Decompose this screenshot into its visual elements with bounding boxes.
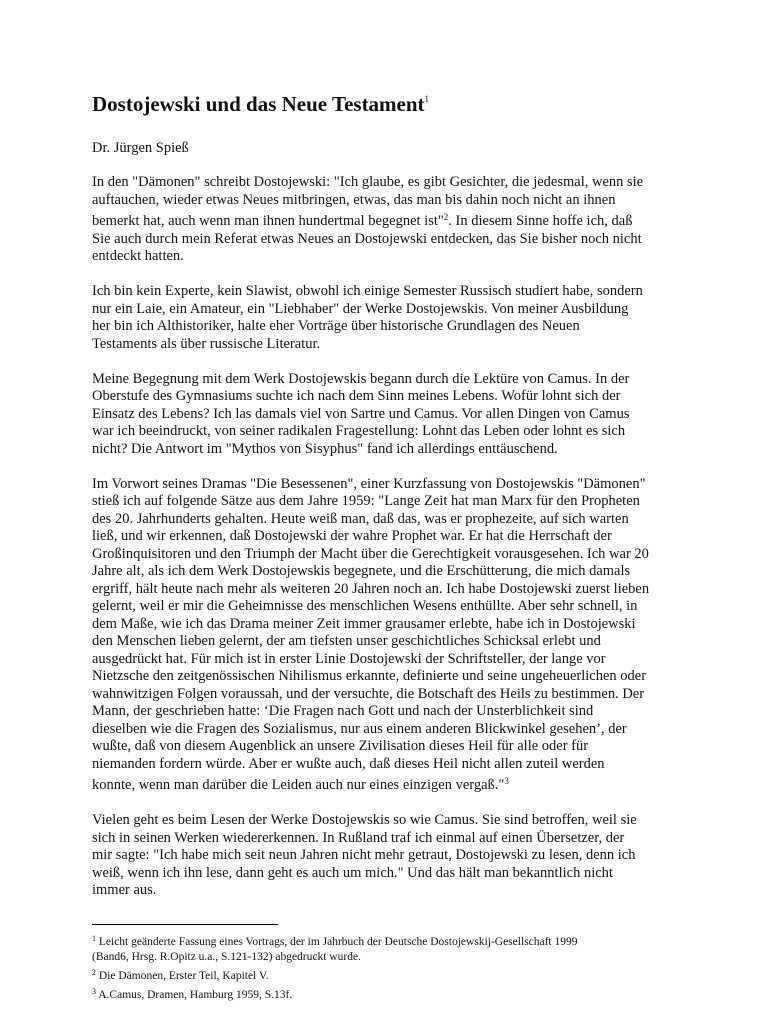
text-line — [92, 336, 692, 354]
author: Dr. Jürgen Spieß — [92, 140, 189, 156]
text-line — [92, 773, 692, 795]
text-line — [92, 388, 692, 406]
line-text: Testaments als über russische Literatur. — [92, 335, 321, 352]
text-line — [92, 581, 692, 599]
document-title: Dostojewski und das Neue Testament$^1$ — [92, 92, 430, 116]
text-line — [92, 563, 692, 581]
text-line — [92, 865, 692, 883]
text-line — [92, 192, 692, 210]
text-line — [92, 830, 692, 848]
text-line — [92, 633, 692, 651]
text-line — [92, 318, 692, 336]
text-line — [92, 686, 692, 704]
text-line — [92, 493, 692, 511]
line-text: Oberstufe des Gymnasiums suchte ich nach dem Sinn meines Lebens. Wofür lohnt sich der — [92, 388, 621, 404]
line-text: mir sagte: "Ich habe mich seit neun Jahren nicht mehr getraut, Dostojewski zu lesen, denn ich — [92, 847, 636, 863]
footnote-line — [92, 931, 692, 950]
footnote-2 — [92, 965, 692, 984]
line-text: bemerkt hat, auch wenn man ihnen hundertmal begegnet ist" — [92, 213, 444, 229]
line-text: den Menschen lieben gelernt, der am tiefsten unser geschichtliches Schicksal erlebt und — [92, 633, 601, 649]
line-text: Jahre alt, als ich dem Werk Dostojewskis begegnete, und die Erschütterung, die mich damals — [92, 563, 631, 579]
line-text: gelernt, weil er mir die Geheimnisse des menschlichen Wesens enthüllte. Aber sehr schnell, in — [92, 598, 638, 614]
line-text: Im Vorwort seines Dramas "Die Besessenen", einer Kurzfassung von Dostojewskis "Dämonen" — [92, 475, 646, 492]
line-text: entdeckt hatten. — [92, 248, 184, 264]
paragraph — [92, 371, 692, 459]
line-text: sich in seinen Werken wiedererkennen. In Rußland traf ich einmal auf einen Übersetzer, der — [92, 829, 625, 846]
text-line — [92, 406, 692, 424]
line-text: des 20. Jahrhunderts gehalten. Heute weiß man, daß das, was er prophezeite, auf sich warten — [92, 510, 629, 527]
text-line — [92, 441, 692, 459]
line-text: ergriff, hält heute nach mehr als weiteren 20 Jahren noch an. Ich habe Dostojewski zuerst lieben — [92, 580, 650, 597]
footnote-line — [92, 984, 692, 1003]
footnote-divider — [92, 924, 278, 925]
text-line — [92, 812, 692, 830]
line-text: wahnwitzigen Folgen voraussah, und der versuchte, die Botschaft des Heils zu bestimmen. Der — [92, 685, 645, 702]
text-line — [92, 301, 692, 319]
paragraph — [92, 174, 692, 266]
text-line — [92, 528, 692, 546]
line-text: konnte, wenn man darüber die Leiden auch nur eines einzigen vergaß." — [92, 777, 505, 793]
paragraph — [92, 283, 692, 353]
text-line — [92, 703, 692, 721]
footnote-line — [92, 950, 692, 965]
footnote-number: 2 — [92, 968, 96, 977]
line-text: stieß ich auf folgende Sätze aus dem Jahre 1959: "Lange Zeit hat man Marx für den Propheten — [92, 493, 640, 509]
line-text: nicht? Die Antwort im "Mythos von Sisyphus" fand ich allerdings enttäuschend. — [92, 440, 558, 457]
text-line — [92, 738, 692, 756]
text-line — [92, 651, 692, 669]
footnote-3 — [92, 984, 692, 1003]
text-line — [92, 598, 692, 616]
line-text: niemanden fordern würde. Aber er wußte auch, daß dieses Heil nicht allen zuteil werden — [92, 755, 605, 772]
footnote-text: (Band6, Hrsg. R.Opitz u.a., S.121-132) abgedruckt wurde. — [92, 951, 361, 963]
line-text: Einsatz des Lebens? Ich las damals viel von Sartre und Camus. Vor allen Dingen von Camus — [92, 405, 630, 422]
text-line — [92, 371, 692, 389]
line-text: war ich beeindruckt, von seiner radikalen Fragestellung: Lohnt das Leben oder lohnt es sich — [92, 423, 626, 439]
footnote-text: Die Dämonen, Erster Teil, Kapitel V. — [98, 970, 269, 982]
line-text: In den "Dämonen" schreibt Dostojewski: "Ich glaube, es gibt Gesichter, die jedesmal, wenn sie — [92, 174, 644, 190]
text-line — [92, 209, 692, 231]
text-line — [92, 756, 692, 774]
footnote-marker[interactable]: 3 — [504, 776, 509, 786]
title-footnote-marker: 1 — [424, 94, 430, 104]
text-line — [92, 721, 692, 739]
footnote-1 — [92, 931, 692, 965]
footnote-text: Leicht geänderte Fassung eines Vortrags, der im Jahrbuch der Deutsche Dostojewskij-Gesellschaft 1999 — [98, 936, 578, 948]
footnote-number: 1 — [92, 934, 96, 943]
line-text: dieselben wie die Fragen des Sozialismus, nur aus einem anderen Blickwinkel gesehen’, der — [92, 720, 627, 737]
footnote-number: 3 — [92, 987, 96, 996]
line-text-tail: . In diesem Sinne hoffe ich, daß — [448, 213, 633, 229]
line-text: Meine Begegnung mit dem Werk Dostojewskis begann durch die Lektüre von Camus. In der — [92, 370, 630, 387]
text-line — [92, 616, 692, 634]
text-line — [92, 511, 692, 529]
line-text: nur ein Laie, ein Amateur, ein "Liebhaber" der Werke Dostojewskis. Von meiner Ausbildung — [92, 300, 629, 317]
line-text: wußte, daß von diesem Augenblick an unsere Zivilisation dieses Heil für alle oder für — [92, 738, 589, 754]
text-line — [92, 423, 692, 441]
footnote-line — [92, 965, 692, 984]
text-line — [92, 476, 692, 494]
paragraph — [92, 476, 692, 795]
text-line — [92, 248, 692, 266]
footnote-marker[interactable]: 2 — [443, 212, 449, 222]
text-line — [92, 283, 692, 301]
text-line — [92, 546, 692, 564]
paragraph — [92, 812, 692, 900]
footnote-text: A.Camus, Dramen, Hamburg 1959, S.13f. — [98, 989, 293, 1001]
line-text: Vielen geht es beim Lesen der Werke Dostojewskis so wie Camus. Sie sind betroffen, weil sie — [92, 812, 637, 828]
text-line — [92, 174, 692, 192]
line-text: Mann, der geschrieben hatte: ‘Die Fragen nach Gott und nach der Unsterblichkeit sind — [92, 703, 594, 719]
line-text: her bin ich Althistoriker, halte eher Vorträge über historische Grundlagen des Neuen — [92, 318, 580, 334]
line-text: Großinquisitoren und den Triumph der Macht über die Gerechtigkeit vorausgesehen. Ich war 20 — [92, 545, 649, 562]
line-text: auftauchen, wieder etwas Neues mitbringen, etwas, das man bis dahin noch nicht an ihnen — [92, 191, 616, 208]
text-line — [92, 668, 692, 686]
text-line — [92, 882, 692, 900]
text-line — [92, 231, 692, 249]
text-line — [92, 847, 692, 865]
line-text: Nietzsche den zeitgenössischen Nihilismus erkannte, definierte und seine ungeheuerlichen oder — [92, 668, 647, 684]
line-text: dem Maße, wie ich das Drama meiner Zeit immer grausamer erlebte, habe ich in Dostojewski — [92, 615, 636, 632]
line-text: ausgedrückt hat. Für mich ist in erster Linie Dostojewski der Schriftsteller, der lange vor — [92, 650, 606, 667]
line-text: immer aus. — [92, 882, 157, 898]
line-text: Sie auch durch mein Referat etwas Neues an Dostojewski entdecken, das Sie bisher noch nicht — [92, 230, 642, 247]
footnotes — [92, 931, 692, 1003]
line-text: ließ, und wir erkennen, daß Dostojewski der wahre Prophet war. Er hat die Herrschaft der — [92, 528, 612, 544]
line-text: Ich bin kein Experte, kein Slawist, obwohl ich einige Semester Russisch studiert habe, sondern — [92, 283, 643, 299]
body-text — [92, 174, 692, 917]
line-text: weiß, wenn ich ihn lese, dann geht es auch um mich." Und das hält man bekanntlich nicht — [92, 864, 613, 881]
